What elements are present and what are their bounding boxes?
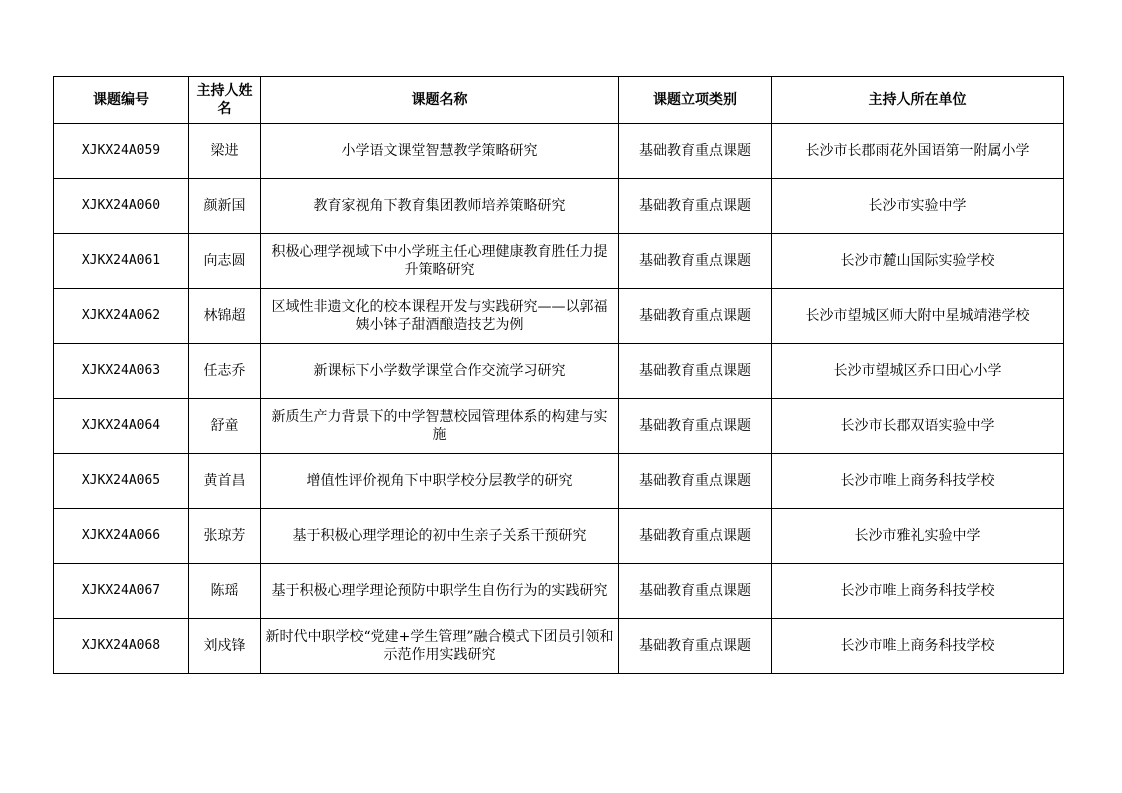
cell-project-id: XJKX24A063: [54, 344, 189, 399]
cell-project-name: 新课标下小学数学课堂合作交流学习研究: [261, 344, 619, 399]
cell-host-unit: 长沙市望城区乔口田心小学: [772, 344, 1064, 399]
cell-project-category: 基础教育重点课题: [619, 124, 772, 179]
header-host-unit: 主持人所在单位: [772, 77, 1064, 124]
cell-host-name: 刘戍锋: [189, 619, 261, 674]
cell-project-category: 基础教育重点课题: [619, 344, 772, 399]
cell-project-id: XJKX24A065: [54, 454, 189, 509]
project-table: [53, 76, 1064, 674]
cell-host-name: 舒童: [189, 399, 261, 454]
cell-project-id: XJKX24A067: [54, 564, 189, 619]
cell-host-unit: 长沙市实验中学: [772, 179, 1064, 234]
cell-project-name: 新时代中职学校“党建+学生管理”融合模式下团员引领和示范作用实践研究: [261, 619, 619, 674]
cell-host-unit: 长沙市唯上商务科技学校: [772, 619, 1064, 674]
table-row: [54, 509, 1064, 564]
header-project-id: 课题编号: [54, 77, 189, 124]
cell-host-name: 张琼芳: [189, 509, 261, 564]
cell-project-id: XJKX24A064: [54, 399, 189, 454]
table-row: [54, 344, 1064, 399]
table-row: [54, 564, 1064, 619]
cell-host-name: 向志圆: [189, 234, 261, 289]
cell-project-name: 教育家视角下教育集团教师培养策略研究: [261, 179, 619, 234]
header-row: [54, 77, 1064, 124]
cell-project-category: 基础教育重点课题: [619, 619, 772, 674]
cell-project-name: 增值性评价视角下中职学校分层教学的研究: [261, 454, 619, 509]
cell-project-category: 基础教育重点课题: [619, 564, 772, 619]
cell-host-unit: 长沙市雅礼实验中学: [772, 509, 1064, 564]
cell-host-unit: 长沙市长郡雨花外国语第一附属小学: [772, 124, 1064, 179]
table-row: [54, 619, 1064, 674]
table-row: [54, 124, 1064, 179]
cell-project-category: 基础教育重点课题: [619, 289, 772, 344]
cell-host-unit: 长沙市长郡双语实验中学: [772, 399, 1064, 454]
table-row: [54, 179, 1064, 234]
cell-project-id: XJKX24A062: [54, 289, 189, 344]
cell-project-name: 区域性非遗文化的校本课程开发与实践研究——以郭福姨小钵子甜酒酿造技艺为例: [261, 289, 619, 344]
header-host-name: 主持人姓名: [189, 77, 261, 124]
cell-project-name: 基于积极心理学理论预防中职学生自伤行为的实践研究: [261, 564, 619, 619]
cell-host-name: 陈瑶: [189, 564, 261, 619]
header-project-category: 课题立项类别: [619, 77, 772, 124]
cell-host-name: 颜新国: [189, 179, 261, 234]
cell-host-unit: 长沙市望城区师大附中星城靖港学校: [772, 289, 1064, 344]
cell-project-id: XJKX24A059: [54, 124, 189, 179]
header-project-name: 课题名称: [261, 77, 619, 124]
cell-host-unit: 长沙市麓山国际实验学校: [772, 234, 1064, 289]
cell-host-unit: 长沙市唯上商务科技学校: [772, 454, 1064, 509]
cell-project-name: 新质生产力背景下的中学智慧校园管理体系的构建与实施: [261, 399, 619, 454]
cell-project-category: 基础教育重点课题: [619, 179, 772, 234]
cell-project-name: 基于积极心理学理论的初中生亲子关系干预研究: [261, 509, 619, 564]
cell-project-category: 基础教育重点课题: [619, 234, 772, 289]
cell-project-id: XJKX24A066: [54, 509, 189, 564]
table-row: [54, 454, 1064, 509]
cell-host-name: 任志乔: [189, 344, 261, 399]
cell-host-name: 梁进: [189, 124, 261, 179]
cell-host-unit: 长沙市唯上商务科技学校: [772, 564, 1064, 619]
cell-project-name: 小学语文课堂智慧教学策略研究: [261, 124, 619, 179]
project-list-sheet: [53, 76, 1064, 674]
cell-host-name: 黄首昌: [189, 454, 261, 509]
cell-project-name: 积极心理学视域下中小学班主任心理健康教育胜任力提升策略研究: [261, 234, 619, 289]
cell-project-category: 基础教育重点课题: [619, 399, 772, 454]
cell-project-id: XJKX24A061: [54, 234, 189, 289]
table-row: [54, 399, 1064, 454]
table-row: [54, 234, 1064, 289]
cell-project-id: XJKX24A060: [54, 179, 189, 234]
cell-project-id: XJKX24A068: [54, 619, 189, 674]
table-row: [54, 289, 1064, 344]
cell-host-name: 林锦超: [189, 289, 261, 344]
cell-project-category: 基础教育重点课题: [619, 509, 772, 564]
cell-project-category: 基础教育重点课题: [619, 454, 772, 509]
